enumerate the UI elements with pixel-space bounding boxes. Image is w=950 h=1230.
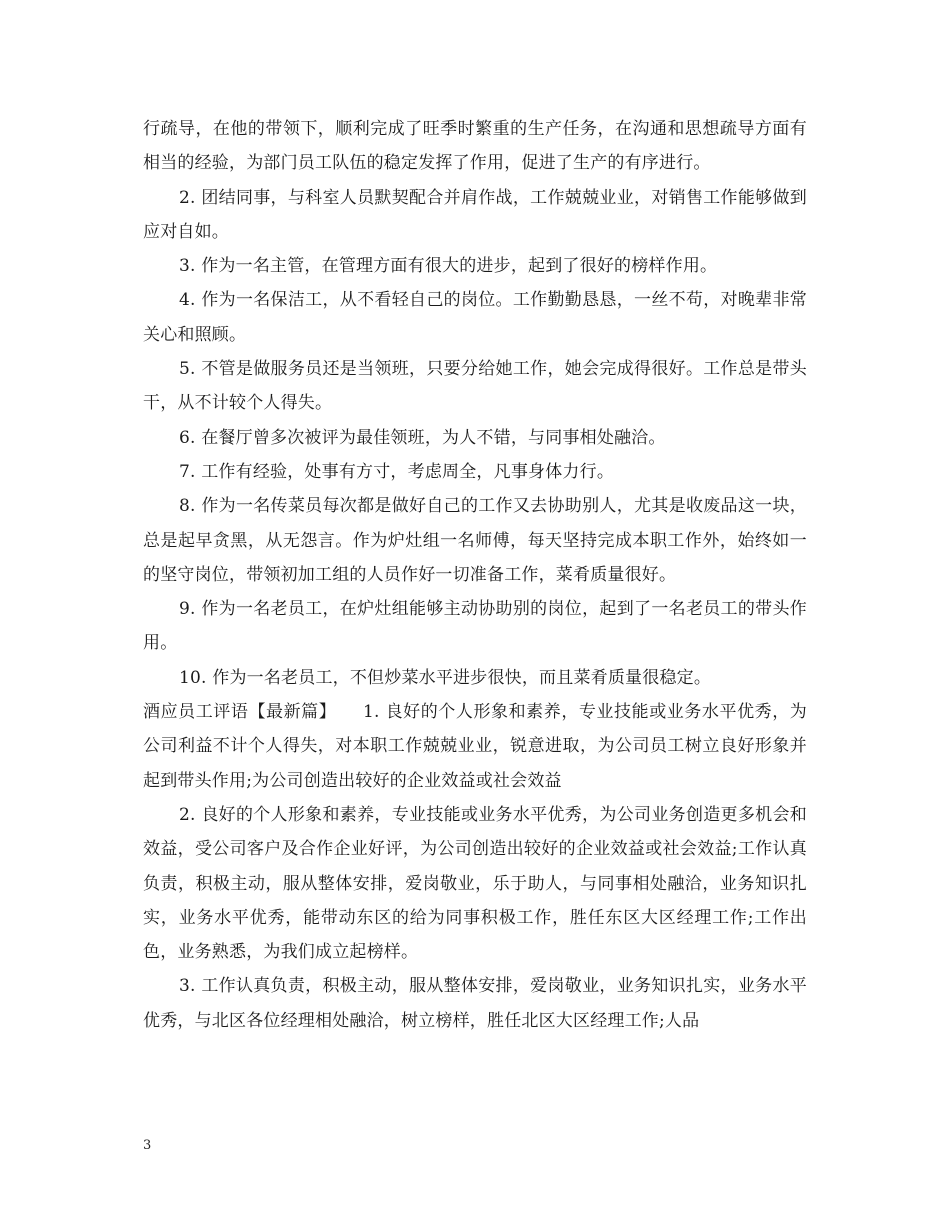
paragraph: 6. 在餐厅曾多次被评为最佳领班，为人不错，与同事相处融洽。 [179,427,666,448]
paragraph: 3. 作为一名主管，在管理方面有很大的进步，起到了很好的榜样作用。 [179,256,718,277]
paragraph: 7. 工作有经验，处事有方寸，考虑周全，凡事身体力行。 [179,461,615,482]
paragraph: 2. 良好的个人形象和素养，专业技能或业务水平优秀，为公司业务创造更多机会和效益，受公司客户及合作企业好评，为公司创造出较好的企业效益或社会效益;工作认真负责，积极主动，服从整体安排，爱岗敬业，乐于助人，与同事相处融洽，业务知识扎实，业务水平优秀，能带动东区的给为同事积极工作，胜任东区大区经理工作;工作出色，业务熟悉，为我们成立起榜样。 [143,804,807,963]
paragraph: 10. 作为一名老员工，不但炒菜水平进步很快，而且菜肴质量很稳定。 [179,667,712,688]
page-number: 3 [143,1138,152,1153]
paragraph: 4. 作为一名保洁工，从不看轻自己的岗位。工作勤勤恳恳，一丝不苟，对晚辈非常关心和照顾。 [143,290,807,345]
paragraph: 9. 作为一名老员工，在炉灶组能够主动协助别的岗位，起到了一名老员工的带头作用。 [143,599,807,654]
paragraph: 3. 工作认真负责，积极主动，服从整体安排，爱岗敬业，业务知识扎实，业务水平优秀，与北区各位经理相处融洽，树立榜样，胜任北区大区经理工作;人品 [143,976,807,1031]
paragraph: 行疏导，在他的带领下，顺利完成了旺季时繁重的生产任务，在沟通和思想疏导方面有相当的经验，为部门员工队伍的稳定发挥了作用，促进了生产的有序进行。 [143,119,807,174]
section-heading-paragraph: 酒应员工评语【最新篇】 1. 良好的个人形象和素养，专业技能或业务水平优秀，为公司利益不计个人得失，对本职工作兢兢业业，锐意进取，为公司员工树立良好形象并起到带头作用;为公司创造出较好的企业效益或社会效益 [143,702,807,791]
paragraph: 5. 不管是做服务员还是当领班，只要分给她工作，她会完成得很好。工作总是带头干，从不计较个人得失。 [143,359,807,414]
paragraph: 8. 作为一名传菜员每次都是做好自己的工作又去协助别人，尤其是收废品这一块，总是起早贪黑，从无怨言。作为炉灶组一名师傅，每天坚持完成本职工作外，始终如一的坚守岗位，带领初加工组的人员作好一切准备工作，菜肴质量很好。 [143,496,807,585]
paragraph: 2. 团结同事，与科室人员默契配合并肩作战，工作兢兢业业，对销售工作能够做到应对自如。 [143,187,807,242]
document-body [143,112,807,1038]
